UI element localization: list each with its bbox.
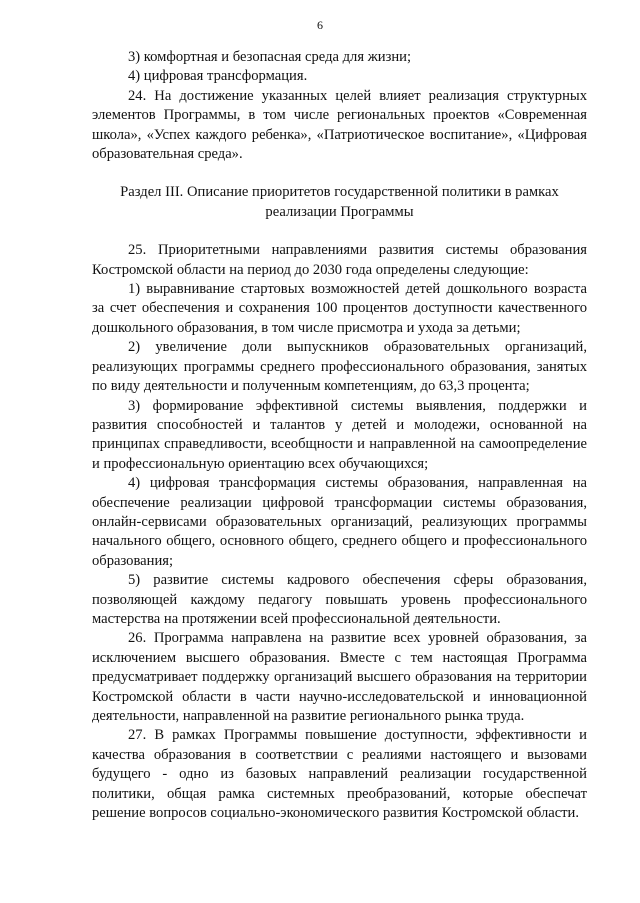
page-number: 6 bbox=[317, 18, 323, 32]
list-item: 4) цифровая трансформация. bbox=[128, 68, 308, 85]
section-heading: Раздел III. Описание приоритетов государственной политики в рамках реализации Программы bbox=[120, 184, 559, 220]
spacer bbox=[92, 222, 587, 241]
list-item: 4) цифровая трансформация системы образования, направленная на обеспечение реализации цифровой трансформации системы образования, онлайн-сервисами образовательных организаций, реализующих программы начального общего, основного общего, среднего общего и профессионального образования; bbox=[92, 475, 587, 569]
list-item: 5) развитие системы кадрового обеспечения сферы образования, позволяющей каждому педагогу повышать уровень профессионального мастерства на протяжении всей профессиональной деятельности. bbox=[92, 572, 587, 627]
paragraph: 26. Программа направлена на развитие всех уровней образования, за исключением высшего образования. Вместе с тем настоящая Программа предусматривает поддержку организаций высшего образования на территории Костромской области в части научно-исследовательской и инновационной деятельности, направленной на развитие регионального рынка труда. bbox=[92, 630, 587, 724]
list-item: 2) увеличение доли выпускников образовательных организаций, реализующих программы среднего профессионального образования, занятых по виду деятельности и полученным компетенциям, до 63,3 процента; bbox=[92, 339, 587, 395]
paragraph: 24. На достижение указанных целей влияет реализация структурных элементов Программы, в том числе региональных проектов «Современная школа», «Успех каждого ребенка», «Патриотическое воспитание», «Цифровая образовательная среда». bbox=[92, 87, 587, 163]
list-item: 3) комфортная и безопасная среда для жизни; bbox=[128, 49, 412, 65]
list-item: 3) формирование эффективной системы выявления, поддержки и развития способностей и талантов у детей и молодежи, основанной на принципах справедливости, всеобщности и направленной на самоопределение и профессиональную ориентацию всех обучающихся; bbox=[92, 397, 587, 472]
document-body bbox=[92, 48, 587, 823]
paragraph: 25. Приоритетными направлениями развития системы образования Костромской области на период до 2030 года определены следующие: bbox=[92, 242, 587, 278]
paragraph: 27. В рамках Программы повышение доступности, эффективности и качества образования в соответствии с реалиями настоящего и вызовами будущего - одно из базовых направлений реализации государственной политики, общая рамка системных преобразований, которые обеспечат решение вопросов социально-экономического развития Костромской области. bbox=[92, 727, 587, 822]
spacer bbox=[92, 164, 587, 183]
list-item: 1) выравнивание стартовых возможностей детей дошкольного возраста за счет обеспечения и сохранения 100 процентов доступности качественного дошкольного образования, в том числе присмотра и ухода за детьми; bbox=[92, 281, 587, 336]
